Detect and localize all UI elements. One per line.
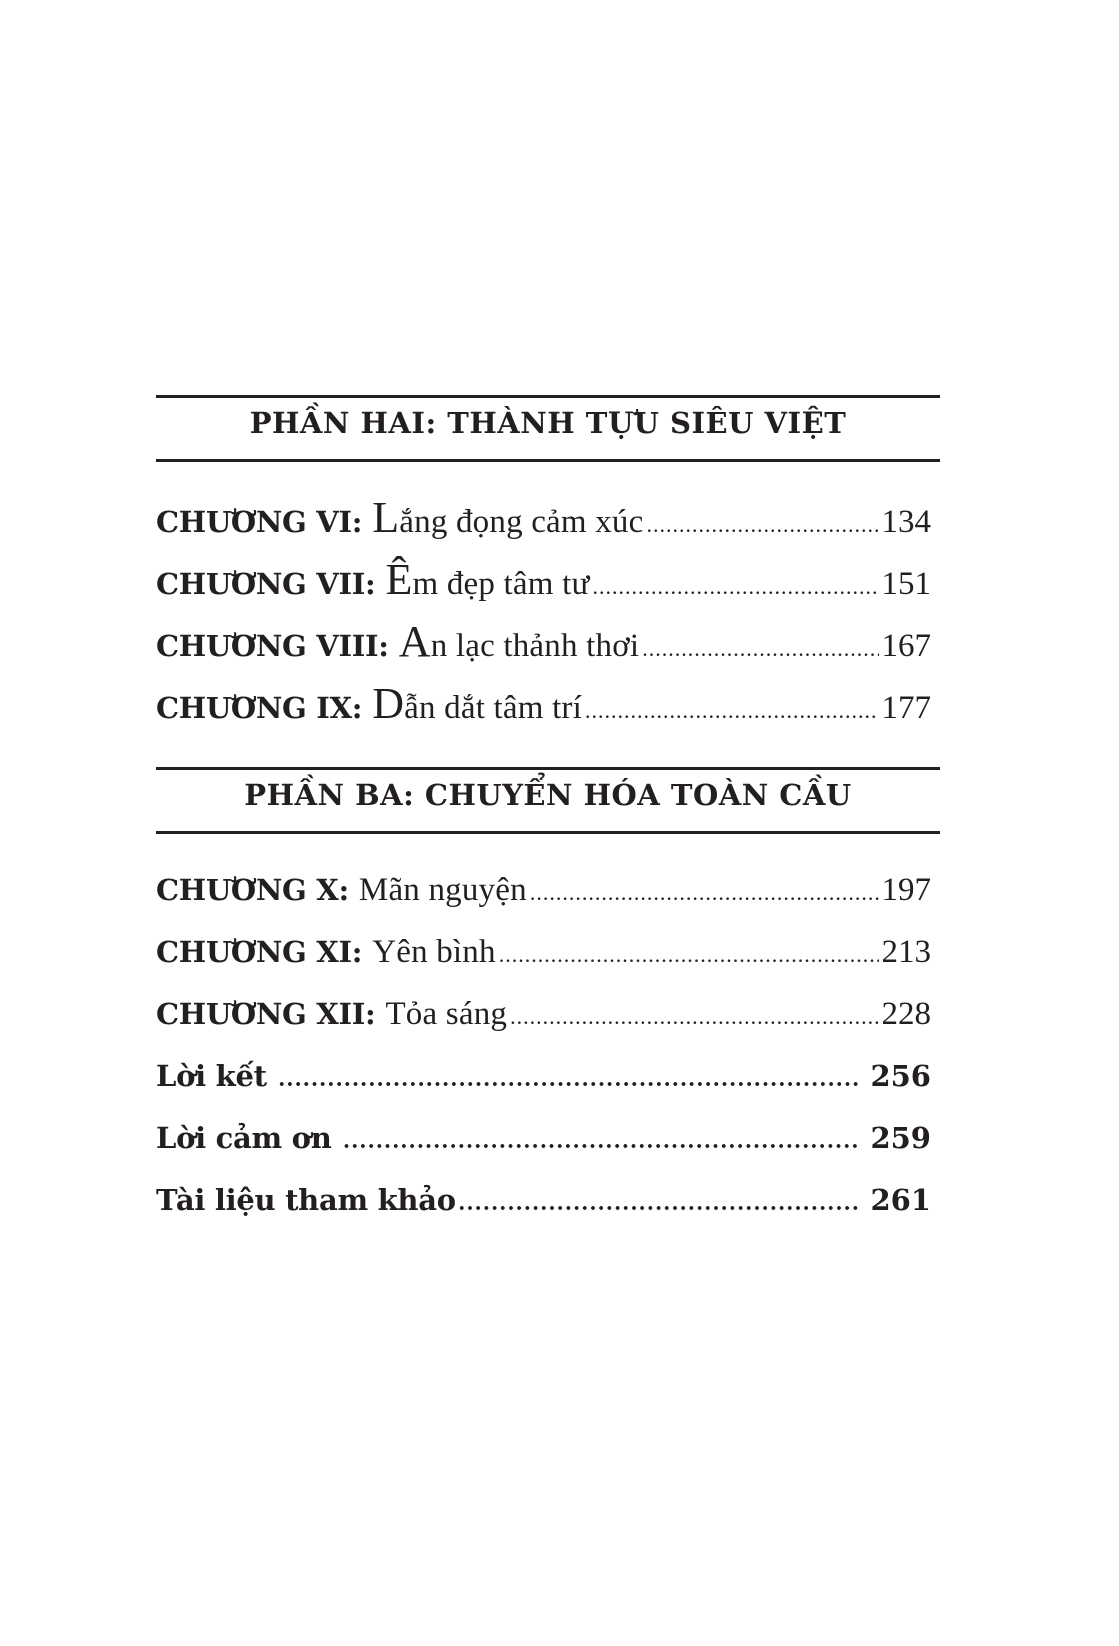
toc-entry-acknowledgements[interactable]	[156, 1116, 931, 1160]
dot-leader	[530, 871, 879, 915]
toc-entry-chapter-11[interactable]	[156, 930, 931, 974]
toc-entry-chapter-6[interactable]	[156, 493, 931, 542]
chapter-label: CHƯƠNG XII:	[156, 997, 376, 1031]
chapter-title: Yên bình	[372, 934, 496, 970]
toc-entry-chapter-8[interactable]	[156, 617, 931, 666]
chapter-title-initial: A	[398, 617, 431, 666]
chapter-title-rest: n lạc thảnh thơi	[430, 628, 640, 664]
chapter-title-initial: Ê	[385, 555, 413, 604]
chapter-title	[372, 679, 582, 730]
chapter-title	[385, 555, 590, 606]
page-number: 177	[881, 690, 931, 726]
chapter-label: CHƯƠNG X:	[156, 873, 349, 907]
chapter-label: CHƯƠNG VI:	[156, 505, 363, 539]
chapter-label: CHƯƠNG IX:	[156, 691, 363, 725]
dot-leader	[499, 933, 879, 977]
entry-title: Lời cảm ơn	[156, 1121, 332, 1155]
toc-entry-chapter-7[interactable]	[156, 555, 931, 604]
toc-entry-references[interactable]	[156, 1178, 931, 1222]
toc-entry-chapter-9[interactable]	[156, 679, 931, 728]
dot-leader	[510, 995, 878, 1039]
dot-leader	[459, 1181, 862, 1225]
chapter-label: CHƯƠNG XI:	[156, 935, 363, 969]
chapter-title-rest: m đẹp tâm tư	[412, 566, 590, 602]
entry-title: Lời kết	[156, 1059, 267, 1093]
chapter-title-initial: L	[372, 493, 400, 542]
page-number: 256	[870, 1059, 931, 1093]
chapter-title-initial: D	[372, 679, 405, 728]
page-number: 213	[881, 934, 931, 970]
page-number: 134	[881, 504, 931, 540]
dot-leader	[642, 627, 878, 671]
chapter-title-rest: ẫn dắt tâm trí	[404, 690, 582, 726]
dot-leader	[344, 1119, 862, 1163]
page-number: 259	[870, 1121, 931, 1155]
dot-leader	[585, 689, 879, 733]
entry-title: Tài liệu tham khảo	[156, 1183, 456, 1217]
page-number: 167	[881, 628, 931, 664]
chapter-title-rest: ắng đọng cảm xúc	[399, 504, 644, 540]
chapter-label: CHƯƠNG VII:	[156, 567, 376, 601]
toc-entry-chapter-10[interactable]	[156, 868, 931, 912]
dot-leader	[646, 503, 878, 547]
part-two-title: PHẦN HAI: THÀNH TỰU SIÊU VIỆT	[249, 406, 847, 440]
page-number: 261	[870, 1183, 931, 1217]
part-three-title: PHẦN BA: CHUYỂN HÓA TOÀN CẦU	[244, 778, 852, 812]
dot-leader	[593, 565, 879, 609]
page-number: 197	[881, 872, 931, 908]
chapter-title: Tỏa sáng	[385, 996, 508, 1032]
chapter-title	[372, 493, 644, 544]
part-two-top-rule	[156, 395, 940, 398]
chapter-label: CHƯƠNG VIII:	[156, 629, 389, 663]
toc-entry-conclusion[interactable]	[156, 1054, 931, 1098]
chapter-title	[398, 617, 640, 668]
dot-leader	[279, 1057, 862, 1101]
toc-entry-chapter-12[interactable]	[156, 992, 931, 1036]
chapter-title: Mãn nguyện	[358, 872, 527, 908]
part-three-top-rule	[156, 767, 940, 770]
part-three-bottom-rule	[156, 831, 940, 834]
part-two-bottom-rule	[156, 459, 940, 462]
page-number: 151	[881, 566, 931, 602]
page-number: 228	[881, 996, 931, 1032]
